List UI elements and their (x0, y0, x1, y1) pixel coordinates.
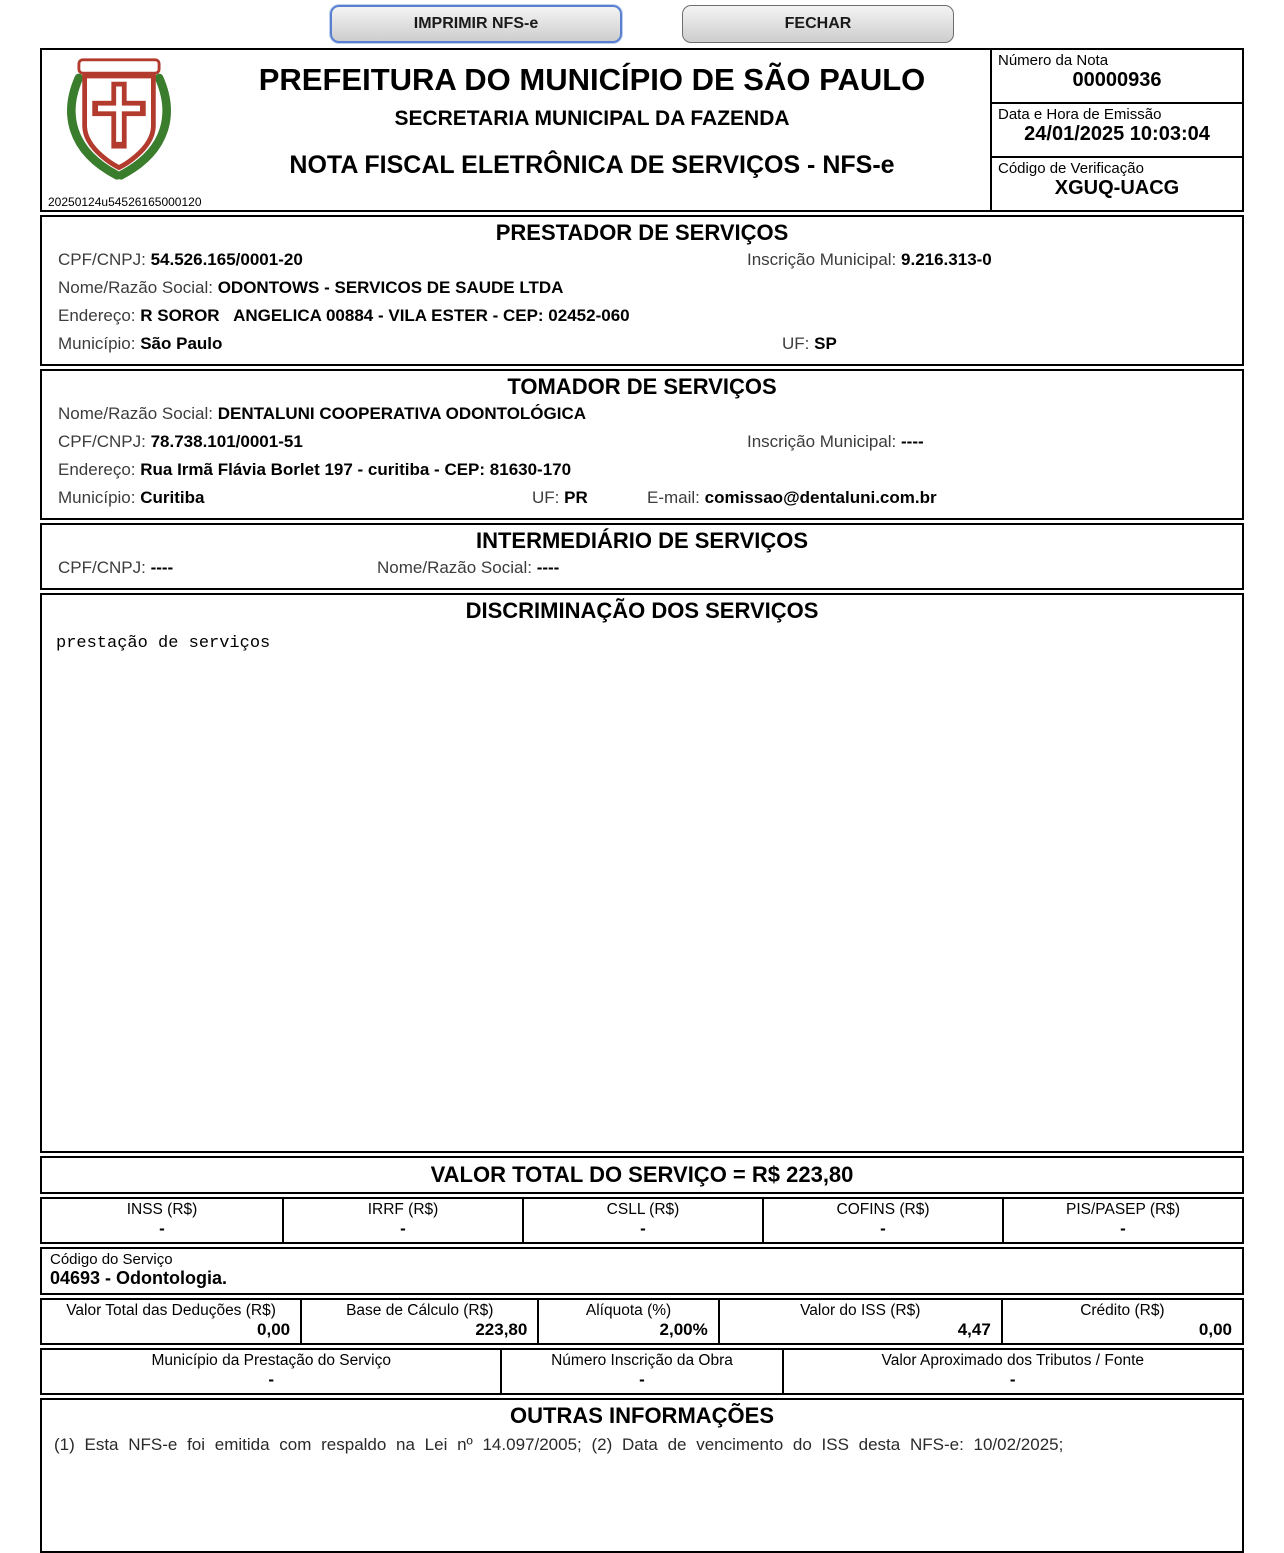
tax-cell-irrf (282, 1199, 522, 1242)
tomador-endereco-label: Endereço: (58, 460, 136, 479)
tomador-inscricao-label: Inscrição Municipal: (747, 432, 897, 451)
tomador-cpf-row (42, 430, 1242, 458)
tomador-nome-value: DENTALUNI COOPERATIVA ODONTOLÓGICA (217, 404, 587, 423)
prestador-uf (782, 334, 837, 354)
prestador-endereco-row (42, 304, 1242, 332)
tax-cell-pis (1002, 1199, 1242, 1242)
outras-informacoes-section (40, 1398, 1244, 1553)
outras-informacoes-text: (1) Esta NFS-e foi emitida com respaldo na Lei nº 14.097/2005; (2) Data de vencimento do ISS desta NFS-e: 10/02/2025; (54, 1435, 1064, 1454)
tomador-section (40, 369, 1244, 520)
tomador-nome-row (42, 402, 1242, 430)
value-amount: 0,00 (1198, 1320, 1232, 1339)
obra-label: Número Inscrição da Obra (551, 1352, 733, 1369)
tomador-endereco-value: Rua Irmã Flávia Borlet 197 - curitiba - CEP: 81630-170 (140, 460, 572, 479)
obra-value: - (1009, 1370, 1016, 1389)
outras-informacoes-title: OUTRAS INFORMAÇÕES (510, 1403, 774, 1428)
obra-value: - (268, 1370, 275, 1389)
prestador-section (40, 215, 1244, 366)
value-amount: 2,00% (659, 1320, 708, 1339)
obra-label: Valor Aproximado dos Tributos / Fonte (881, 1352, 1145, 1369)
prestador-nome-label: Nome/Razão Social: (58, 278, 213, 297)
intermediario-section-title: INTERMEDIÁRIO DE SERVIÇOS (475, 528, 809, 553)
tomador-uf (532, 488, 588, 508)
document-type-title: NOTA FISCAL ELETRÔNICA DE SERVIÇOS - NFS-e (289, 151, 895, 179)
tomador-municipio-value: Curitiba (140, 488, 205, 507)
federal-taxes-table (40, 1197, 1244, 1244)
tax-label: COFINS (R$) (836, 1201, 930, 1218)
intermediario-cpf-row (42, 556, 1242, 584)
prestador-municipio-row (42, 332, 1242, 360)
tomador-email-value: comissao@dentaluni.com.br (704, 488, 937, 507)
tomador-uf-label: UF: (532, 488, 560, 507)
value-label: Valor do ISS (R$) (800, 1302, 921, 1319)
discriminacao-section-title: DISCRIMINAÇÃO DOS SERVIÇOS (465, 598, 819, 623)
prestador-inscricao (747, 250, 992, 270)
tomador-uf-value: PR (564, 488, 588, 507)
intermediario-cpf-label: CPF/CNPJ: (58, 558, 146, 577)
value-cell-aliquota (537, 1300, 717, 1343)
header-titles (194, 50, 990, 210)
codigo-verificacao-value: XGUQ-UACG (1054, 177, 1180, 199)
value-cell-credito (1001, 1300, 1242, 1343)
prestador-cpf-row (42, 248, 1242, 276)
value-cell-iss (718, 1300, 1001, 1343)
tomador-email-label: E-mail: (647, 488, 700, 507)
service-description: prestação de serviços (56, 634, 271, 653)
prestador-endereco-label: Endereço: (58, 306, 136, 325)
prestador-nome-row (42, 276, 1242, 304)
tomador-municipio-label: Município: (58, 488, 136, 507)
secretaria-subtitle: SECRETARIA MUNICIPAL DA FAZENDA (394, 107, 790, 130)
prestador-municipio-value: São Paulo (140, 334, 223, 353)
tax-value: - (880, 1219, 886, 1238)
value-cell-deducoes (42, 1300, 300, 1343)
nota-info-panel (990, 50, 1242, 210)
toolbar (0, 0, 1284, 48)
discriminacao-section (40, 593, 1244, 1153)
sao-paulo-coat-of-arms-icon (61, 55, 177, 181)
prestador-cpf-label: CPF/CNPJ: (58, 250, 146, 269)
intermediario-nome (377, 558, 559, 578)
prestador-municipio-label: Município: (58, 334, 136, 353)
prestador-cpf-value: 54.526.165/0001-20 (150, 250, 303, 269)
tax-label: INSS (R$) (126, 1201, 198, 1218)
value-amount: 0,00 (257, 1320, 291, 1339)
codigo-verificacao-label: Código de Verificação (998, 160, 1144, 177)
data-emissao-value: 24/01/2025 10:03:04 (1024, 123, 1210, 145)
prestador-nome-value: ODONTOWS - SERVICOS DE SAUDE LTDA (217, 278, 564, 297)
intermediario-cpf-value: ---- (150, 558, 174, 577)
intermediario-nome-label: Nome/Razão Social: (377, 558, 532, 577)
tax-cell-csll (522, 1199, 762, 1242)
tax-cell-cofins (762, 1199, 1002, 1242)
tax-label: PIS/PASEP (R$) (1066, 1201, 1180, 1218)
value-label: Base de Cálculo (R$) (346, 1302, 494, 1319)
tax-value: - (1120, 1219, 1126, 1238)
prestador-uf-value: SP (814, 334, 837, 353)
value-amount: 4,47 (957, 1320, 991, 1339)
tomador-inscricao-value: ---- (901, 432, 924, 451)
obra-table (40, 1348, 1244, 1395)
prestador-inscricao-value: 9.216.313-0 (901, 250, 992, 269)
tax-value: - (640, 1219, 646, 1238)
tomador-section-title: TOMADOR DE SERVIÇOS (507, 374, 777, 399)
tomador-inscricao (747, 432, 924, 452)
tomador-cpf-value: 78.738.101/0001-51 (150, 432, 303, 451)
close-button[interactable]: FECHAR (682, 5, 954, 43)
tomador-endereco-row (42, 458, 1242, 486)
numero-nota-group (992, 50, 1242, 104)
prestador-section-title: PRESTADOR DE SERVIÇOS (495, 220, 789, 245)
document-header (40, 48, 1244, 212)
logo-column (42, 50, 202, 210)
service-code-label: Código do Serviço (50, 1251, 173, 1268)
prestador-endereco-value: R SOROR ANGELICA 00884 - VILA ESTER - CEP: 02452-060 (140, 306, 630, 325)
prestador-inscricao-label: Inscrição Municipal: (747, 250, 897, 269)
tax-value: - (400, 1219, 406, 1238)
value-label: Alíquota (%) (585, 1302, 672, 1319)
prestador-uf-label: UF: (782, 334, 810, 353)
intermediario-nome-value: ---- (536, 558, 560, 577)
print-nfse-button[interactable]: IMPRIMIR NFS-e (330, 5, 622, 43)
numero-nota-value: 00000936 (1072, 69, 1162, 91)
data-emissao-label: Data e Hora de Emissão (998, 106, 1162, 123)
data-emissao-group (992, 104, 1242, 158)
intermediario-section (40, 523, 1244, 590)
prefeitura-title: PREFEITURA DO MUNICÍPIO DE SÃO PAULO (258, 62, 926, 97)
service-code-value: 04693 - Odontologia. (50, 1268, 228, 1288)
codigo-verificacao-group (992, 158, 1242, 210)
obra-value: - (639, 1370, 645, 1389)
numero-nota-label: Número da Nota (998, 52, 1109, 69)
tax-label: IRRF (R$) (367, 1201, 439, 1218)
obra-cell-tributos (782, 1350, 1242, 1393)
tomador-municipio-row (42, 486, 1242, 514)
obra-label: Município da Prestação do Serviço (151, 1352, 391, 1369)
value-label: Valor Total das Deduções (R$) (66, 1302, 276, 1319)
value-label: Crédito (R$) (1080, 1302, 1165, 1319)
valor-total-bar: VALOR TOTAL DO SERVIÇO = R$ 223,80 (40, 1156, 1244, 1194)
service-code-section (40, 1247, 1244, 1295)
value-amount: 223,80 (475, 1320, 528, 1339)
nfse-document (40, 48, 1244, 1553)
document-control-number: 20250124u54526165000120 (48, 195, 202, 209)
tax-cell-inss (42, 1199, 282, 1242)
tax-label: CSLL (R$) (606, 1201, 680, 1218)
obra-cell-municipio (42, 1350, 500, 1393)
value-cell-base (300, 1300, 537, 1343)
tomador-nome-label: Nome/Razão Social: (58, 404, 213, 423)
tomador-email (647, 488, 937, 508)
obra-cell-inscricao (500, 1350, 781, 1393)
iss-values-table (40, 1298, 1244, 1345)
tomador-cpf-label: CPF/CNPJ: (58, 432, 146, 451)
tax-value: - (159, 1219, 165, 1238)
